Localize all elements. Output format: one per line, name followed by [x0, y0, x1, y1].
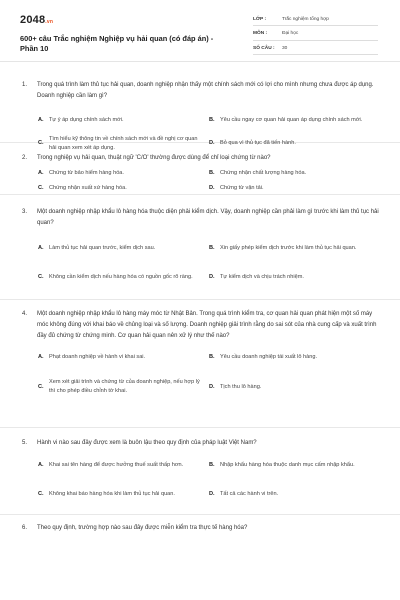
option-d[interactable] — [209, 182, 380, 195]
meta-label: SỐ CÂU : — [253, 45, 275, 51]
question-5 — [0, 428, 400, 515]
question-number: 3. — [22, 209, 28, 215]
question-text — [0, 438, 400, 449]
option-d[interactable] — [209, 132, 380, 155]
option-text: Bỏ qua vì thủ tục đã tiến hành. — [220, 140, 296, 146]
question-number: 1. — [22, 82, 28, 88]
meta-row-class — [253, 13, 378, 26]
option-text: Tịch thu lô hàng. — [220, 383, 262, 390]
meta-value: Trắc nghiệm tổng hợp — [282, 16, 329, 22]
option-b[interactable] — [209, 109, 380, 132]
option-a[interactable] — [38, 347, 209, 367]
question-3 — [0, 195, 400, 300]
question-number: 4. — [22, 311, 28, 317]
option-text: Làm thủ tục hải quan trước, kiểm dịch sau. — [49, 245, 156, 251]
logo-main: 2048 — [20, 14, 46, 26]
question-number: 2. — [22, 155, 28, 161]
question-body: Trong nghiệp vụ hải quan, thuật ngữ 'C/O' thường được dùng để chỉ loại chứng từ nào? — [37, 155, 271, 161]
option-c[interactable] — [38, 369, 209, 405]
option-letter: D. — [209, 274, 215, 280]
document-header — [0, 0, 400, 62]
question-text — [0, 523, 400, 534]
question-4 — [0, 300, 400, 428]
option-c[interactable] — [38, 264, 209, 291]
option-b[interactable] — [209, 235, 380, 262]
option-b[interactable] — [209, 167, 380, 180]
option-letter: B. — [209, 117, 215, 123]
option-text: Yêu cầu doanh nghiệp tái xuất lô hàng. — [220, 353, 318, 360]
option-c[interactable] — [38, 132, 209, 155]
option-text: Không khai báo hàng hóa khi làm thủ tục hải quan. — [49, 491, 175, 497]
question-body: Một doanh nghiệp nhập khẩu lô hàng máy móc từ Nhật Bản. Trong quá trình kiểm tra, cơ quan hải quan phát hiện một số máy móc không đúng với khai báo về chủng loại và số lượng. Doanh nghiệp giải trình rằng do sai sót của nhà cung cấp và xuất trình đầy đủ chứng từ chứng minh. Cơ quan hải quan nên xử lý như thế nào? — [37, 311, 377, 339]
question-text — [0, 80, 400, 102]
question-number: 6. — [22, 525, 28, 531]
document-meta — [253, 13, 378, 57]
meta-row-subject — [253, 28, 378, 41]
option-a[interactable] — [38, 235, 209, 262]
option-a[interactable] — [38, 167, 209, 180]
question-text — [0, 309, 400, 342]
options-grid — [0, 452, 400, 508]
option-b[interactable] — [209, 347, 380, 367]
question-text — [0, 207, 400, 229]
logo-tld: .vn — [45, 19, 54, 25]
option-letter: C. — [38, 140, 44, 146]
option-text: Tự ý áp dụng chính sách mới. — [49, 117, 124, 123]
option-text: Tự kiểm dịch và chịu trách nhiệm. — [220, 274, 304, 280]
document-title: 600+ câu Trắc nghiệm Nghiệp vụ hải quan (có đáp án) - Phần 10 — [20, 34, 214, 53]
question-body: Một doanh nghiệp nhập khẩu lô hàng hóa thuộc diện phải kiểm dịch. Vậy, doanh nghiệp cần phải làm gì trước khi làm thủ tục hải quan? — [37, 209, 379, 226]
meta-row-count — [253, 42, 378, 55]
options-grid — [0, 235, 400, 291]
question-list — [0, 62, 400, 534]
option-text: Tìm hiểu kỹ thông tin về chính sách mới và đề nghị cơ quan hải quan xem xét áp dụng. — [49, 135, 198, 151]
option-letter: C. — [38, 383, 44, 390]
option-c[interactable] — [38, 481, 209, 508]
meta-value: 30 — [282, 45, 288, 51]
meta-value: Đại học — [282, 31, 299, 36]
option-text: Nhập khẩu hàng hóa thuộc danh mục cấm nhập khẩu. — [220, 462, 355, 468]
option-letter: A. — [38, 462, 44, 468]
option-text: Khai sai tên hàng để được hưởng thuế suất thấp hơn. — [49, 462, 184, 468]
option-letter: A. — [38, 245, 44, 251]
options-grid — [0, 109, 400, 155]
option-letter: C. — [38, 491, 44, 497]
option-letter: D. — [209, 491, 215, 497]
option-letter: D. — [209, 185, 215, 191]
option-text: Chứng từ vận tải. — [220, 185, 264, 191]
option-text: Xem xét giải trình và chứng từ của doanh nghiệp, nếu hợp lý thì cho phép điều chỉnh tờ khai. — [49, 379, 200, 394]
option-letter: B. — [209, 353, 215, 360]
option-d[interactable] — [209, 481, 380, 508]
option-a[interactable] — [38, 452, 209, 479]
option-text: Xin giấy phép kiểm dịch trước khi làm thủ tục hải quan. — [220, 245, 357, 251]
meta-label: MÔN : — [253, 31, 268, 36]
option-d[interactable] — [209, 264, 380, 291]
option-a[interactable] — [38, 109, 209, 132]
option-letter: A. — [38, 170, 44, 176]
option-text: Chứng nhận chất lượng hàng hóa. — [220, 170, 307, 176]
option-letter: B. — [209, 245, 215, 251]
question-1 — [0, 62, 400, 151]
option-c[interactable] — [38, 182, 209, 195]
option-text: Phạt doanh nghiệp về hành vi khai sai. — [49, 353, 146, 360]
option-d[interactable] — [209, 369, 380, 405]
option-text: Yêu cầu ngay cơ quan hải quan áp dụng chính sách mới. — [220, 117, 363, 123]
options-grid — [0, 167, 400, 195]
option-letter: C. — [38, 185, 44, 191]
option-letter: C. — [38, 274, 44, 280]
question-6 — [0, 515, 400, 534]
option-letter: D. — [209, 383, 215, 390]
question-body: Hành vi nào sau đây được xem là buôn lậu theo quy định của pháp luật Việt Nam? — [37, 440, 257, 446]
option-text: Tất cả các hành vi trên. — [220, 491, 279, 497]
site-logo[interactable] — [20, 14, 53, 26]
question-text — [0, 153, 400, 164]
meta-label: LỚP : — [253, 16, 267, 22]
option-letter: B. — [209, 462, 215, 468]
question-number: 5. — [22, 440, 28, 446]
option-text: Không cần kiểm dịch nếu hàng hóa có nguồn gốc rõ ràng. — [49, 274, 193, 280]
options-grid — [0, 347, 400, 405]
option-letter: D. — [209, 140, 215, 146]
option-letter: A. — [38, 353, 44, 360]
option-text: Chứng từ bảo hiểm hàng hóa. — [49, 170, 124, 176]
question-body: Trong quá trình làm thủ tục hải quan, doanh nghiệp nhận thấy một chính sách mới có lợi cho mình nhưng chưa được áp dụng. Doanh nghiệp cần làm gì? — [37, 82, 374, 99]
option-letter: B. — [209, 170, 215, 176]
question-body: Theo quy định, trường hợp nào sau đây được miễn kiểm tra thực tế hàng hóa? — [37, 525, 248, 531]
option-b[interactable] — [209, 452, 380, 479]
option-text: Chứng nhận xuất xứ hàng hóa. — [49, 185, 127, 191]
option-letter: A. — [38, 117, 44, 123]
